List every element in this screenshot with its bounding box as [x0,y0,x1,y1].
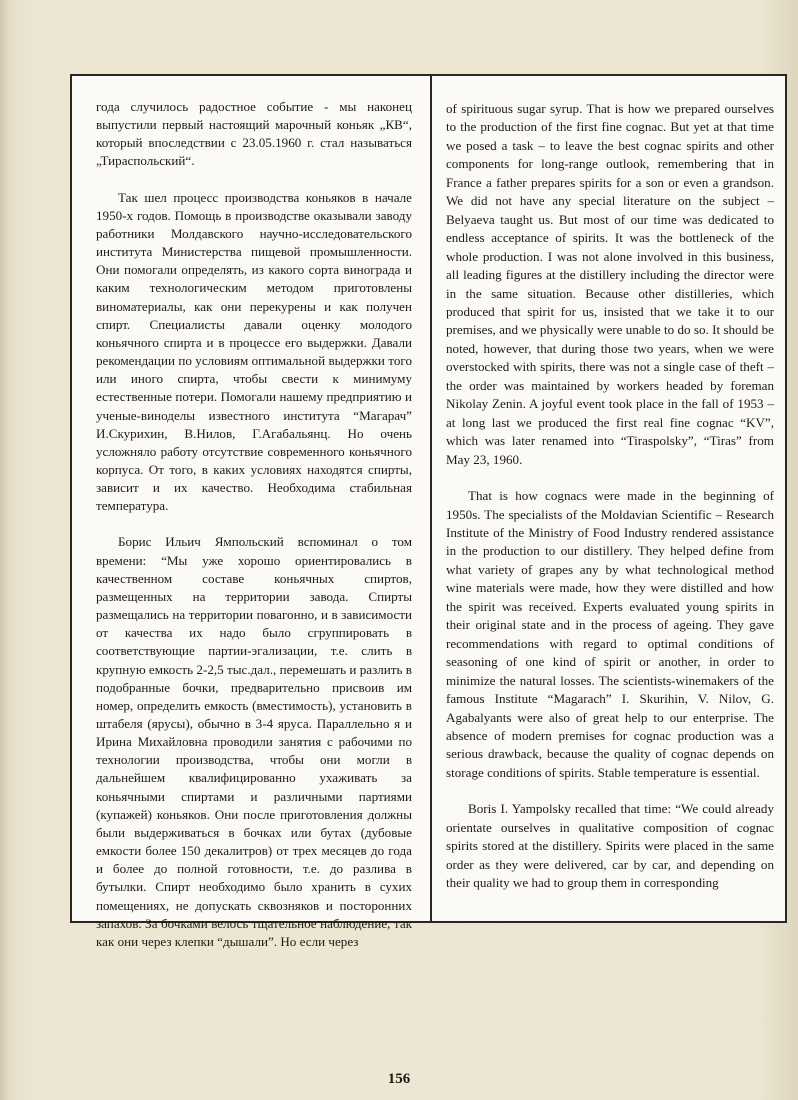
left-paragraph-2: Так шел процесс производства коньяков в начале 1950-х годов. Помощь в производстве оказывали заводу работники Молдавского научно-исследовательского института Министерства пищевой промышленности. Они помогали определять, из какого сорта винограда и каким технологическим методом приготовлены виноматериалы, как они перекурены и как получен спирт. Специалисты давали оценку молодого коньячного спирта и в процессе его выдержки. Давали рекомендации по условиям оптимальной выдержки того или иного спирта, чтобы свести к минимуму естественные потери. Помогали нашему предприятию и ученые-виноделы известного института “Магарач” И.Скурихин, В.Нилов, Г.Агабальянц. Но очень усложняло работу отсутствие современного коньячного корпуса. От того, в каких условиях находятся спирты, зависит и их качество. Необходима стабильная температура. [96,189,412,514]
text-frame [70,74,787,949]
left-paragraph-1: года случилось радостное событие - мы наконец выпустили первый настоящий марочный коньяк „КВ“, который впоследствии с 23.05.1960 г. стал называться „Тираспольский“. [96,99,412,169]
right-paragraph-2: That is how cognacs were made in the beginning of 1950s. The specialists of the Moldavian Scientific – Research Institute of the Ministry of Food Industry rendered assistance in the production to our distillery. They helped define from what variety of grapes any by what technological method wine materials were made, how they were distilled and how the spirit was received. Experts evaluated young spirits in their original state and in the process of ageing. They gave recommendations with regard to optimal conditions of seasoning of one kind of spirit or another, in order to minimize the natural losses. The scientists-winemakers of the famous Institute “Magarach” I. Skurihin, V. Nilov, G. Agabalyants were also of great help to our enterprise. The absence of modern premises for cognac production was a serious drawback, because the quality of cognac depends on storage conditions of spirits. Stable temperature is essential. [446,488,774,780]
left-paragraph-3: Борис Ильич Ямпольский вспоминал о том времени: “Мы уже хорошо ориентировались в качественном составе коньячных спиртов, размещенных на территории завода. Спирты размещались на территории повагонно, и в зависимости от качества их надо было сгруппировать в соответствующие партии-эгализации, т.е. слить в крупную емкость 2-2,5 тыс.дал., перемешать и разлить в подобранные бочки, предварительно присвоив им номер, определить емкость (вместимость), установить в штабеля (ярусы), обычно в 3-4 яруса. Параллельно я и Ирина Михайловна проводили занятия с рабочими по технологии производства, чтобы они могли в дальнейшем квалифицированно ухаживать за коньячными спиртами и различными партиями (купажей) коньяков. Они после приготовления должны были выдерживаться в бочках или бутах (дубовые емкости более 150 декалитров) от трех месяцев до года и более до полной готовности, т.е. до разлива в бутылки. Спирт необходимо было хранить в сухих помещениях, не допускать сквозняков и посторонних запахов. За бочками велось тщательное наблюдение, так как они через клепки “дышали”. Но если через [96,534,412,949]
right-paragraph-1: of spirituous sugar syrup. That is how we prepared ourselves to the production of the first fine cognac. But yet at that time we posed a task – to leave the best cognac spirits and other components for long-range outlook, remembering that in France a father prepares spirits for a son or even a grandson. We did not have any special literature on the subject – Belyaeva taught us. But most of our time was dedicated to endless acceptance of spirits. It was the bottleneck of the whole production. I was not alone involved in this business, all leading figures at the distillery including the director were in the same situation. Because other distilleries, which produced that spirit for us, insisted that we take it to our premises, and we physically were unable to do so. It should be noted, however, that during those two years, when we were overstocked with spirits, there was not a single case of theft – the order was maintained by workers headed by foreman Nikolay Zenin. A joyful event took place in the fall of 1953 – at long last we produced the first real fine cognac “KV”, which was later renamed into “Tiraspolsky”, “Tiras” from May 23, 1960. [446,101,774,467]
column-divider [430,76,432,921]
page-number: 156 [387,1071,411,1087]
right-column-english [446,100,774,893]
right-paragraph-3: Boris I. Yampolsky recalled that time: “We could already orientate ourselves in qualitative composition of cognac spirits stored at the distillery. Spirits were placed in the same order as they were delivered, car by car, and depending on their quality we had to group them in corresponding [446,801,774,891]
left-column-russian [96,98,412,951]
